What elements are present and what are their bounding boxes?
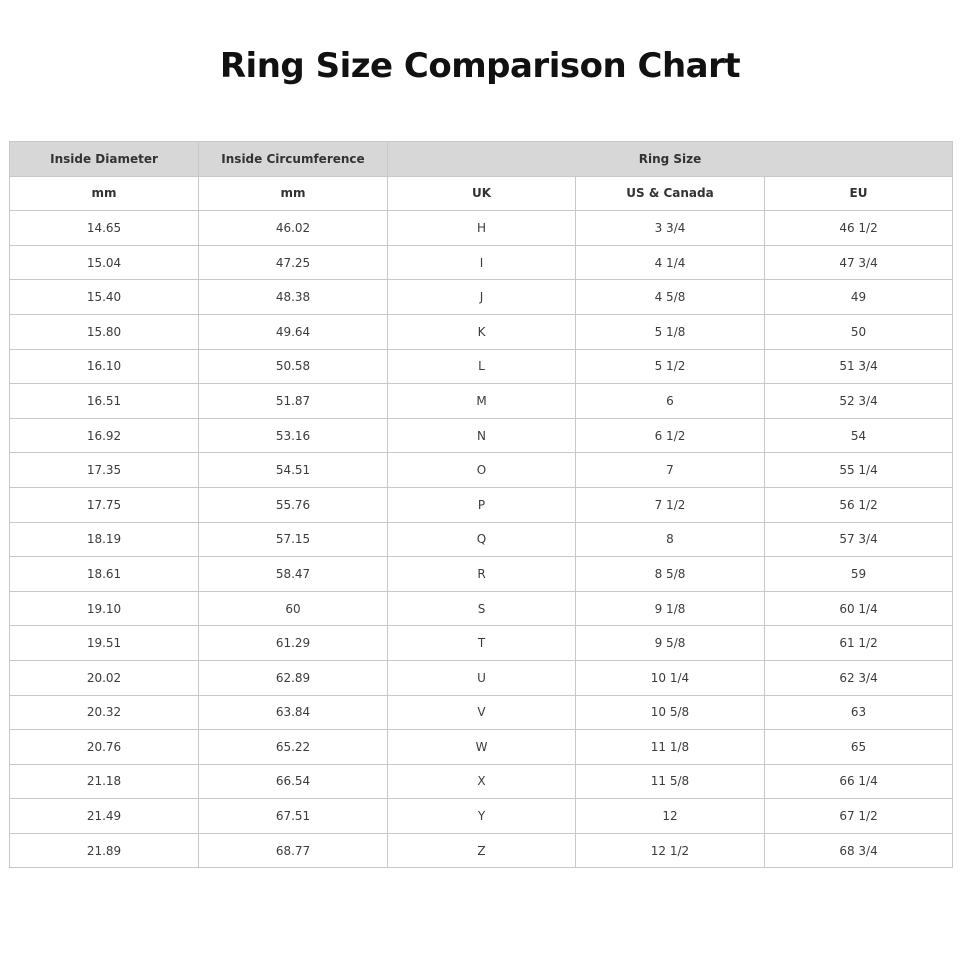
cell-diameter: 16.51	[10, 384, 199, 419]
cell-eu: 56 1/2	[765, 487, 953, 522]
cell-uk: Y	[388, 799, 576, 834]
cell-us-canada: 8	[576, 522, 765, 557]
cell-us-canada: 10 5/8	[576, 695, 765, 730]
cell-circumference: 67.51	[199, 799, 388, 834]
table-row	[10, 453, 953, 488]
cell-eu: 57 3/4	[765, 522, 953, 557]
cell-diameter: 20.32	[10, 695, 199, 730]
table-row	[10, 557, 953, 592]
cell-uk: I	[388, 245, 576, 280]
cell-uk: Q	[388, 522, 576, 557]
cell-diameter: 16.10	[10, 349, 199, 384]
cell-uk: R	[388, 557, 576, 592]
cell-diameter: 21.49	[10, 799, 199, 834]
cell-diameter: 18.19	[10, 522, 199, 557]
cell-eu: 61 1/2	[765, 626, 953, 661]
cell-eu: 65	[765, 730, 953, 765]
table-row	[10, 522, 953, 557]
table-row	[10, 695, 953, 730]
cell-diameter: 14.65	[10, 211, 199, 246]
cell-circumference: 58.47	[199, 557, 388, 592]
header-inside-diameter: Inside Diameter	[10, 142, 199, 177]
cell-eu: 46 1/2	[765, 211, 953, 246]
cell-eu: 60 1/4	[765, 591, 953, 626]
cell-eu: 49	[765, 280, 953, 315]
cell-us-canada: 3 3/4	[576, 211, 765, 246]
cell-uk: H	[388, 211, 576, 246]
table-row	[10, 660, 953, 695]
cell-eu: 66 1/4	[765, 764, 953, 799]
cell-circumference: 46.02	[199, 211, 388, 246]
cell-eu: 59	[765, 557, 953, 592]
cell-circumference: 48.38	[199, 280, 388, 315]
cell-uk: W	[388, 730, 576, 765]
table-row	[10, 591, 953, 626]
cell-diameter: 20.02	[10, 660, 199, 695]
cell-us-canada: 5 1/8	[576, 314, 765, 349]
cell-diameter: 19.51	[10, 626, 199, 661]
unit-header-diameter: mm	[10, 176, 199, 211]
cell-uk: Z	[388, 833, 576, 868]
cell-us-canada: 4 1/4	[576, 245, 765, 280]
cell-eu: 54	[765, 418, 953, 453]
cell-us-canada: 6 1/2	[576, 418, 765, 453]
unit-header-uk: UK	[388, 176, 576, 211]
table-row	[10, 245, 953, 280]
cell-circumference: 60	[199, 591, 388, 626]
table-row	[10, 764, 953, 799]
cell-uk: O	[388, 453, 576, 488]
cell-us-canada: 8 5/8	[576, 557, 765, 592]
cell-circumference: 68.77	[199, 833, 388, 868]
cell-us-canada: 4 5/8	[576, 280, 765, 315]
table-row	[10, 487, 953, 522]
table-row	[10, 384, 953, 419]
unit-header-eu: EU	[765, 176, 953, 211]
cell-diameter: 15.04	[10, 245, 199, 280]
cell-eu: 68 3/4	[765, 833, 953, 868]
cell-us-canada: 12 1/2	[576, 833, 765, 868]
cell-circumference: 57.15	[199, 522, 388, 557]
header-inside-circumference: Inside Circumference	[199, 142, 388, 177]
cell-uk: N	[388, 418, 576, 453]
cell-uk: T	[388, 626, 576, 661]
table-row	[10, 280, 953, 315]
cell-circumference: 66.54	[199, 764, 388, 799]
cell-us-canada: 12	[576, 799, 765, 834]
cell-diameter: 15.40	[10, 280, 199, 315]
cell-uk: V	[388, 695, 576, 730]
cell-eu: 67 1/2	[765, 799, 953, 834]
table-row	[10, 833, 953, 868]
cell-eu: 55 1/4	[765, 453, 953, 488]
cell-eu: 51 3/4	[765, 349, 953, 384]
group-header-row	[10, 142, 953, 177]
cell-diameter: 17.35	[10, 453, 199, 488]
cell-circumference: 50.58	[199, 349, 388, 384]
table-row	[10, 314, 953, 349]
cell-eu: 63	[765, 695, 953, 730]
cell-us-canada: 6	[576, 384, 765, 419]
cell-us-canada: 7	[576, 453, 765, 488]
cell-uk: M	[388, 384, 576, 419]
cell-diameter: 17.75	[10, 487, 199, 522]
cell-us-canada: 7 1/2	[576, 487, 765, 522]
cell-circumference: 61.29	[199, 626, 388, 661]
cell-diameter: 20.76	[10, 730, 199, 765]
unit-header-us-canada: US & Canada	[576, 176, 765, 211]
cell-circumference: 62.89	[199, 660, 388, 695]
cell-diameter: 18.61	[10, 557, 199, 592]
cell-circumference: 55.76	[199, 487, 388, 522]
cell-eu: 50	[765, 314, 953, 349]
table-row	[10, 799, 953, 834]
cell-uk: X	[388, 764, 576, 799]
unit-header-row	[10, 176, 953, 211]
cell-circumference: 63.84	[199, 695, 388, 730]
cell-us-canada: 9 1/8	[576, 591, 765, 626]
cell-us-canada: 9 5/8	[576, 626, 765, 661]
cell-us-canada: 11 1/8	[576, 730, 765, 765]
page-title: Ring Size Comparison Chart	[219, 46, 741, 86]
cell-circumference: 49.64	[199, 314, 388, 349]
cell-diameter: 21.89	[10, 833, 199, 868]
cell-uk: K	[388, 314, 576, 349]
cell-diameter: 16.92	[10, 418, 199, 453]
table-row	[10, 418, 953, 453]
cell-circumference: 53.16	[199, 418, 388, 453]
cell-eu: 47 3/4	[765, 245, 953, 280]
cell-circumference: 51.87	[199, 384, 388, 419]
cell-eu: 62 3/4	[765, 660, 953, 695]
table-row	[10, 626, 953, 661]
table-body	[10, 211, 953, 868]
cell-diameter: 19.10	[10, 591, 199, 626]
cell-diameter: 15.80	[10, 314, 199, 349]
cell-uk: P	[388, 487, 576, 522]
cell-circumference: 65.22	[199, 730, 388, 765]
cell-circumference: 47.25	[199, 245, 388, 280]
cell-us-canada: 10 1/4	[576, 660, 765, 695]
cell-us-canada: 5 1/2	[576, 349, 765, 384]
cell-uk: S	[388, 591, 576, 626]
cell-uk: U	[388, 660, 576, 695]
table-row	[10, 211, 953, 246]
cell-us-canada: 11 5/8	[576, 764, 765, 799]
cell-uk: J	[388, 280, 576, 315]
cell-diameter: 21.18	[10, 764, 199, 799]
unit-header-circumference: mm	[199, 176, 388, 211]
header-ring-size: Ring Size	[388, 142, 953, 177]
table-row	[10, 730, 953, 765]
cell-circumference: 54.51	[199, 453, 388, 488]
ring-size-table	[9, 141, 953, 868]
cell-uk: L	[388, 349, 576, 384]
cell-eu: 52 3/4	[765, 384, 953, 419]
table-row	[10, 349, 953, 384]
